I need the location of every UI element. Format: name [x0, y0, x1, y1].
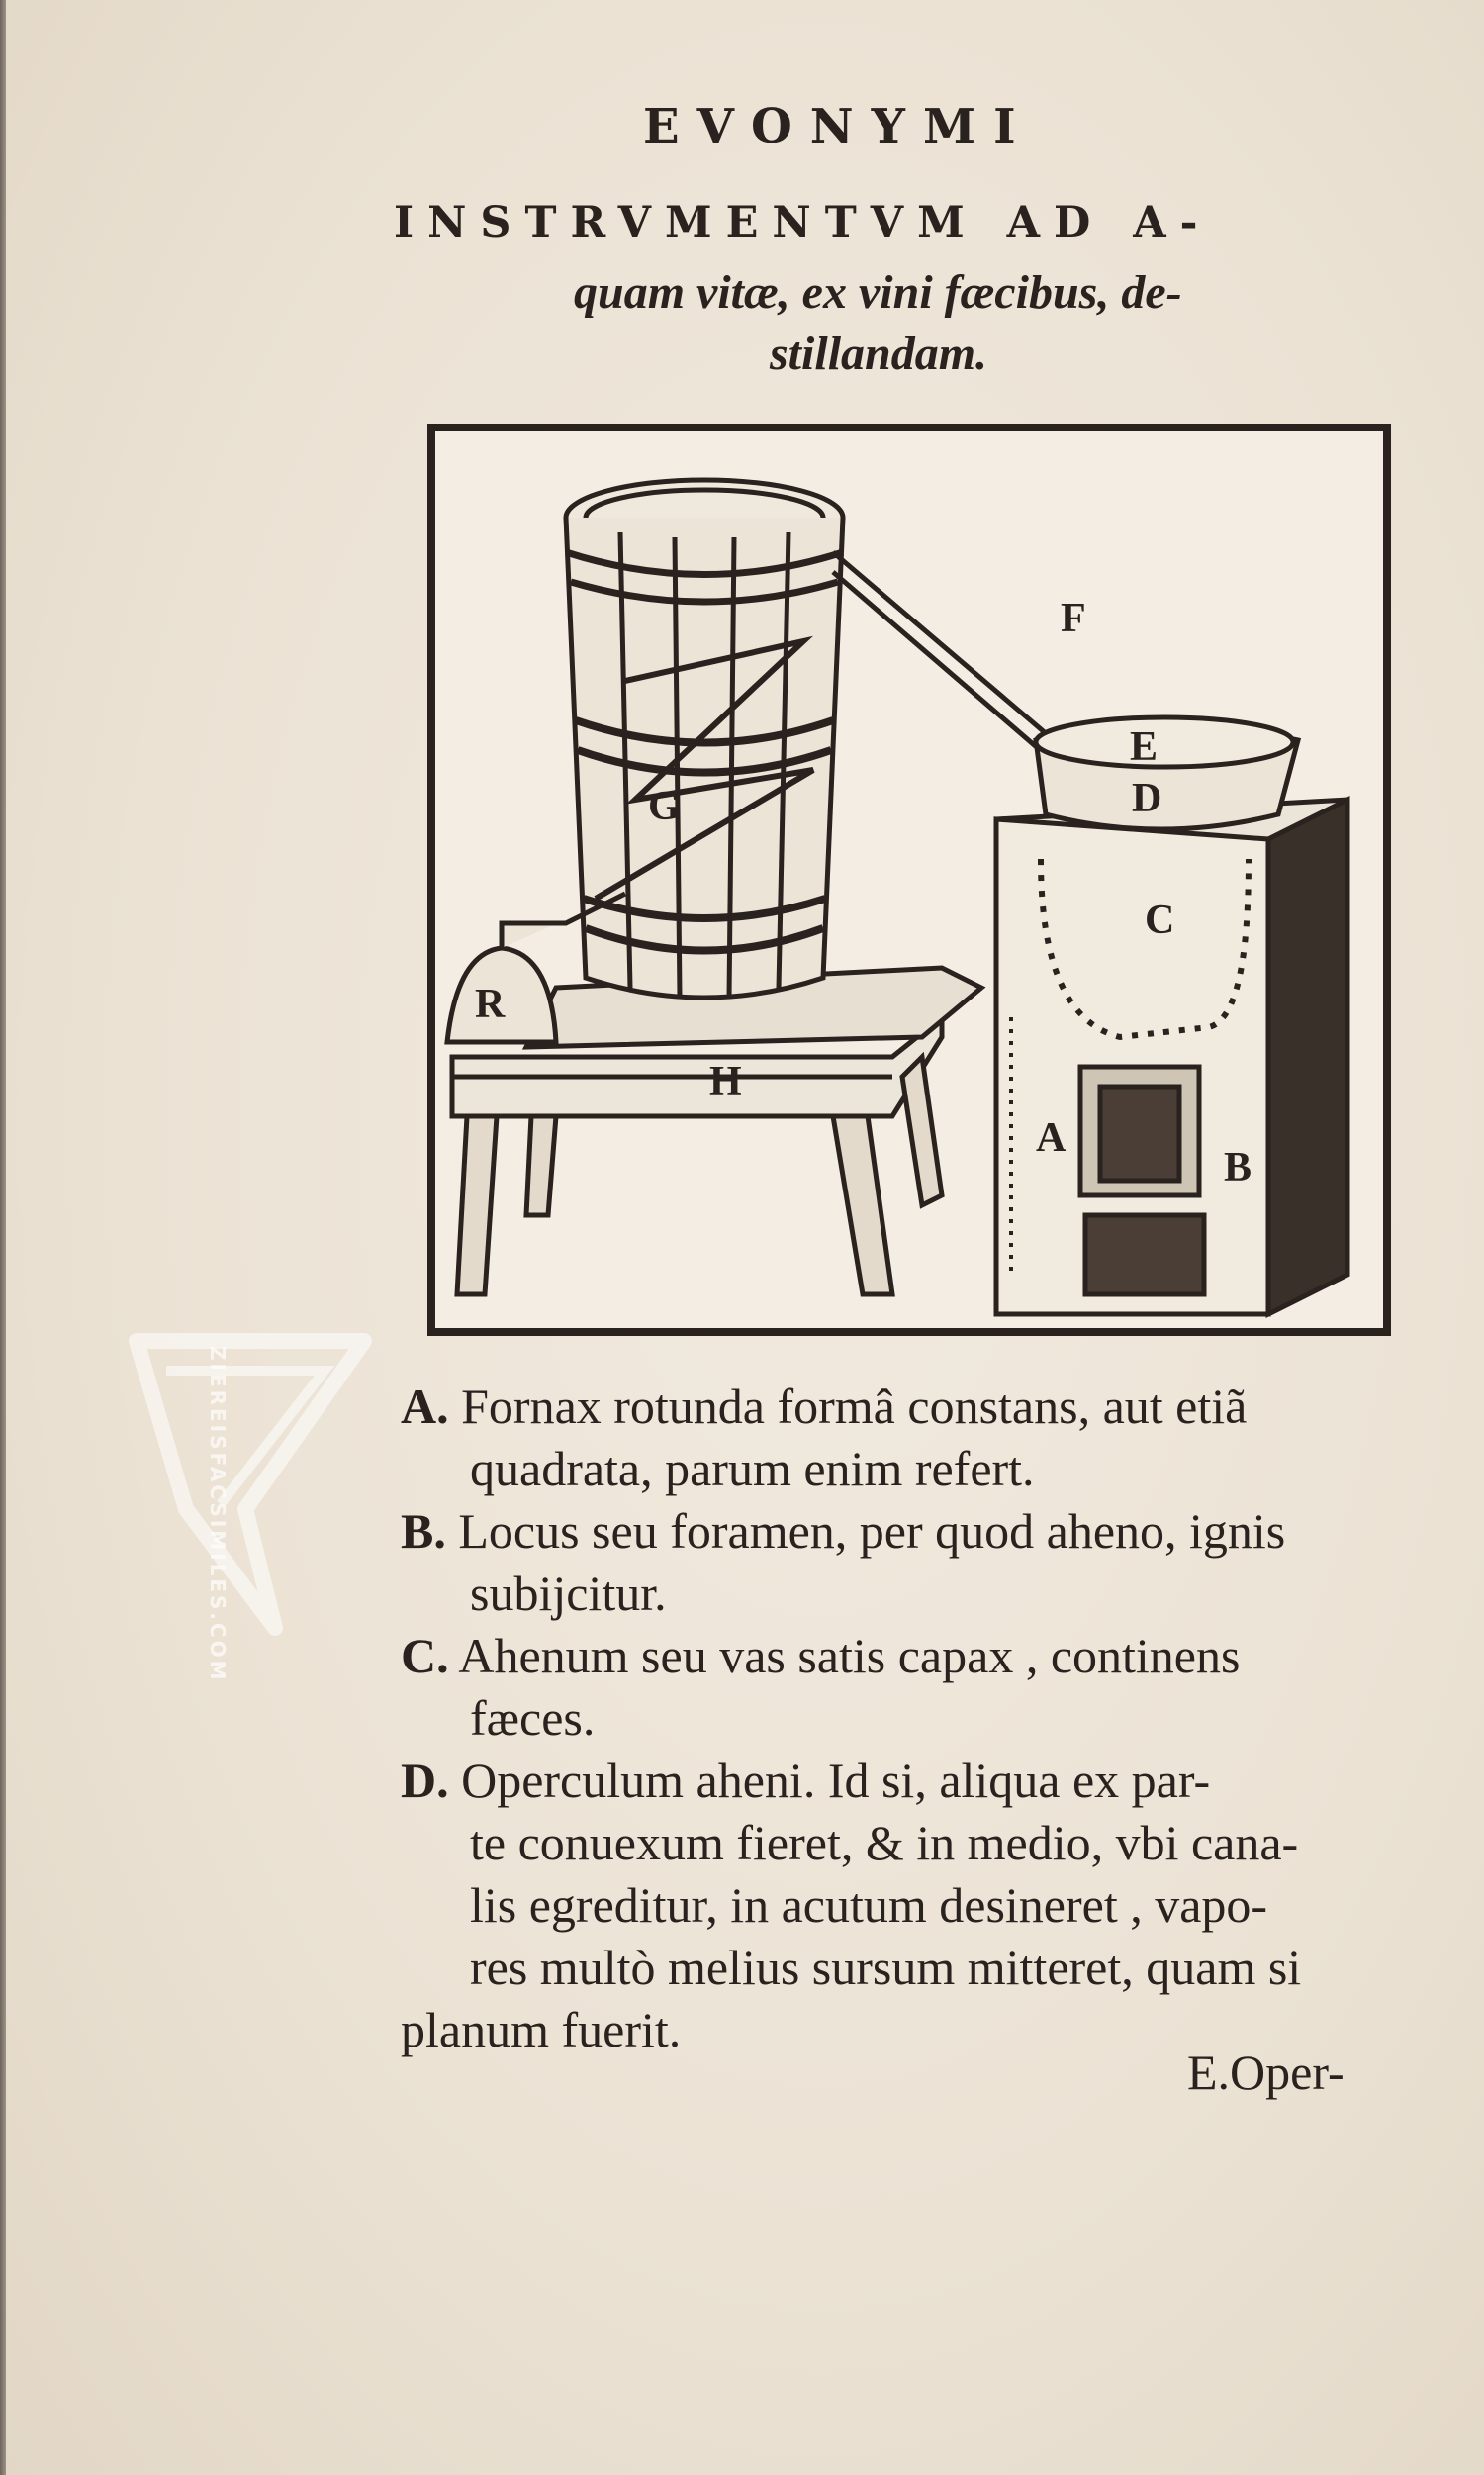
- legend-text: lis egreditur, in acutum desineret , vapo-: [470, 1877, 1268, 1933]
- label-f: F: [1061, 596, 1086, 641]
- legend-text: Locus seu foramen, per quod aheno, ignis: [458, 1503, 1286, 1559]
- label-e: E: [1130, 724, 1159, 770]
- watermark-logo-icon: [127, 1331, 384, 1648]
- running-head: EVONYMI: [643, 99, 1034, 154]
- legend-letter: A.: [401, 1379, 449, 1434]
- legend-text: planum fuerit.: [401, 2002, 682, 2057]
- barrel-g: [566, 480, 843, 998]
- legend-text: quadrata, parum enim refert.: [470, 1441, 1035, 1496]
- legend-letter: D.: [401, 1753, 449, 1808]
- label-d: D: [1132, 776, 1162, 821]
- legend-text: Fornax rotunda formâ constans, aut etiã: [461, 1379, 1248, 1434]
- legend-text: te conuexum fieret, & in medio, vbi cana-: [470, 1815, 1299, 1870]
- legend-letter: C.: [401, 1628, 449, 1683]
- legend-text: Ahenum seu vas satis capax , continens: [458, 1628, 1241, 1683]
- legend-text: Operculum aheni. Id si, aliqua ex par-: [461, 1753, 1211, 1808]
- label-r: R: [475, 982, 506, 1027]
- legend-entry-c: [401, 1625, 1400, 1750]
- label-c: C: [1145, 898, 1175, 943]
- legend-text: fæces.: [470, 1690, 596, 1746]
- watermark-text: ZIEREISFACSIMILES.COM: [206, 1346, 230, 1683]
- label-a: A: [1036, 1115, 1067, 1161]
- legend-list: [401, 1376, 1400, 2061]
- furnace: [996, 800, 1347, 1314]
- label-h: H: [709, 1059, 742, 1104]
- lid-d: [1036, 717, 1298, 829]
- legend-text: res multò melius sursum mitteret, quam si: [470, 1940, 1302, 1995]
- title-line-2: quam vitæ, ex vini fæcibus, de-: [574, 266, 1182, 319]
- legend-text: subijcitur.: [470, 1566, 667, 1621]
- legend-letter: B.: [401, 1503, 446, 1559]
- title-line-3: stillandam.: [770, 328, 988, 380]
- legend-entry-a: [401, 1376, 1400, 1500]
- legend-entry-d: [401, 1750, 1400, 2061]
- distillation-woodcut: [427, 424, 1391, 1336]
- label-b: B: [1224, 1145, 1252, 1190]
- catchword: E.Oper-: [1187, 2045, 1345, 2100]
- label-g: G: [648, 784, 681, 829]
- title-line-1: INSTRVMENTVM AD A-: [394, 198, 1212, 247]
- legend-entry-b: [401, 1500, 1400, 1625]
